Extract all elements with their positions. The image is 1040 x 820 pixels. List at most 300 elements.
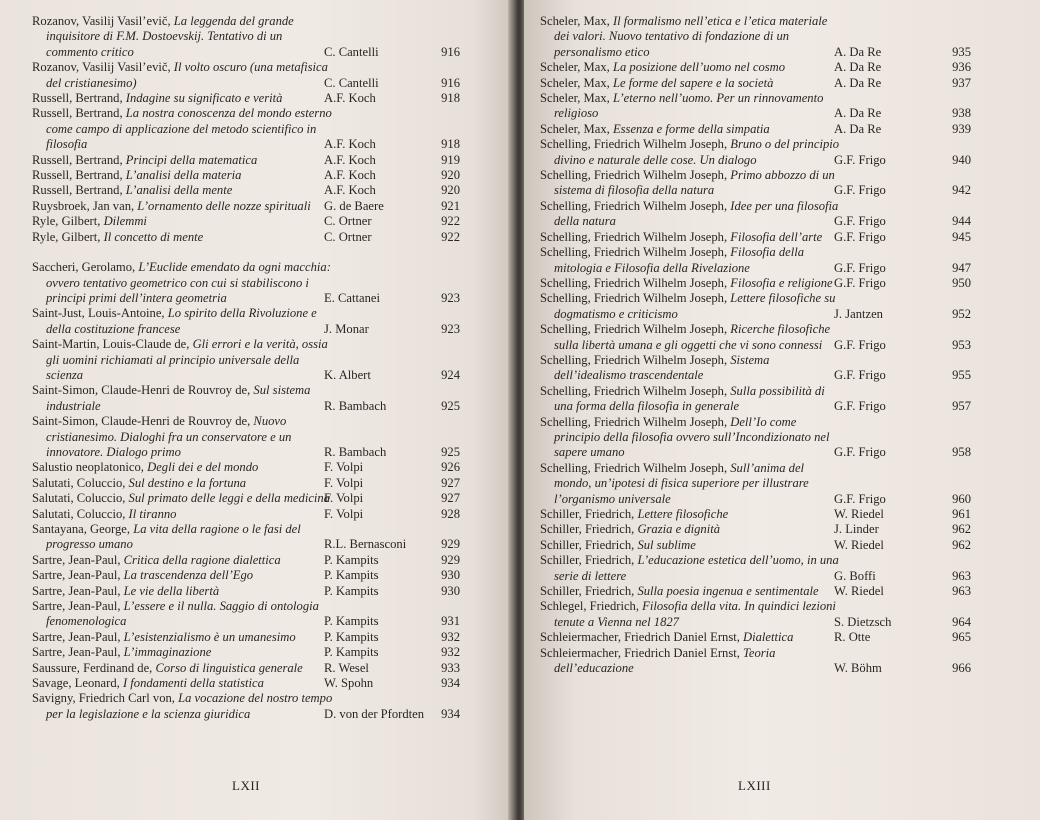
index-entry [32, 230, 460, 245]
entry-page-number: 957 [952, 399, 971, 414]
entry-editor: P. Kampits [324, 614, 379, 629]
entry-editor: A. Da Re [834, 75, 882, 90]
entry-text [32, 183, 336, 198]
index-entry [32, 691, 460, 722]
entry-author: Russell, Bertrand, [32, 106, 123, 121]
entry-editor: A. Da Re [834, 44, 882, 59]
entry-editor: G.F. Frigo [834, 491, 886, 506]
index-entry [540, 168, 1000, 199]
entry-text [32, 168, 336, 183]
entry-title: L’eterno nell’uomo. Per un rinnovamento religioso [554, 91, 824, 121]
entry-author: Rozanov, Vasilij Vasil’evič, [32, 60, 171, 75]
entry-text [540, 415, 844, 461]
index-entry [32, 630, 460, 645]
entry-page-number: 933 [441, 660, 460, 675]
index-entry [32, 168, 460, 183]
entry-editor: F. Volpi [324, 460, 364, 475]
index-entry [32, 14, 460, 60]
entry-editor: R. Bambach [324, 444, 387, 459]
entry-title: Grazia e dignità [637, 522, 720, 537]
index-entry [540, 322, 1000, 353]
index-entry [540, 646, 1000, 677]
index-entry [32, 306, 460, 337]
entry-page-number: 936 [952, 60, 971, 75]
entry-title: Lettere filosofiche su dogmatismo e criticismo [554, 291, 836, 321]
entry-title: La leggenda del grande inquisitore di F.M. Dostoevskij. Tentativo di un commento critico [46, 14, 294, 59]
entry-page-number: 965 [952, 630, 971, 645]
entry-editor: A.F. Koch [324, 137, 376, 152]
index-entry [540, 415, 1000, 461]
index-entry [540, 245, 1000, 276]
entry-text [32, 491, 336, 506]
entry-text [32, 153, 336, 168]
entry-title: Gli errori e la verità, ossia gli uomini richiamati al principio universale della scienza [46, 337, 328, 382]
entry-page-number: 928 [441, 506, 460, 521]
entry-author: Russell, Bertrand, [32, 183, 123, 198]
entry-editor: A.F. Koch [324, 152, 376, 167]
index-entry [32, 383, 460, 414]
entry-text [540, 630, 844, 645]
entry-author: Saint-Martin, Louis-Claude de, [32, 337, 190, 352]
index-entry [32, 183, 460, 198]
entry-page-number: 940 [952, 152, 971, 167]
index-entry [540, 91, 1000, 122]
index-entry [540, 230, 1000, 245]
entry-editor: G. Boffi [834, 568, 876, 583]
left-entries-list [32, 14, 460, 722]
index-entry [32, 676, 460, 691]
entry-editor: A. Da Re [834, 106, 882, 121]
entry-page-number: 930 [441, 583, 460, 598]
entry-page-number: 953 [952, 337, 971, 352]
entry-author: Salutati, Coluccio, [32, 475, 126, 490]
entry-author: Schiller, Friedrich, [540, 507, 635, 521]
entry-author: Schelling, Friedrich Wilhelm Joseph, [540, 414, 728, 429]
entry-author: Saussure, Ferdinand de, [32, 660, 153, 675]
entry-text [32, 584, 336, 599]
entry-text [540, 245, 844, 276]
entry-page-number: 937 [952, 75, 971, 90]
entry-text [540, 230, 844, 245]
entry-page-number: 947 [952, 260, 971, 275]
index-entry [540, 538, 1000, 553]
entry-title: Sistema dell’idealismo trascendentale [554, 352, 770, 383]
index-entry [32, 460, 460, 475]
entry-editor: P. Kampits [324, 583, 379, 598]
entry-editor: G.F. Frigo [834, 445, 886, 460]
entry-author: Scheler, Max, [540, 75, 610, 90]
entry-editor: G.F. Frigo [834, 275, 886, 290]
entry-author: Schelling, Friedrich Wilhelm Joseph, [540, 198, 728, 213]
entry-author: Ryle, Gilbert, [32, 229, 101, 244]
entry-page-number: 931 [441, 614, 460, 629]
entry-author: Schlegel, Friedrich, [540, 599, 639, 614]
entry-page-number: 962 [952, 522, 971, 537]
entry-title: Degli dei e del mondo [147, 460, 259, 475]
index-entry [32, 491, 460, 506]
index-entry [540, 599, 1000, 630]
entry-text [32, 14, 336, 60]
entry-text [32, 60, 336, 91]
entry-title: Le vie della libertà [123, 583, 220, 598]
entry-text [32, 691, 336, 722]
entry-title: Dilemmi [103, 214, 147, 229]
entry-author: Sartre, Jean-Paul, [32, 552, 121, 567]
right-entries-list [540, 14, 1000, 676]
entry-author: Sartre, Jean-Paul, [32, 568, 121, 583]
entry-text [32, 476, 336, 491]
entry-author: Saint-Simon, Claude-Henri de Rouvroy de, [32, 414, 251, 429]
entry-page-number: 927 [441, 475, 460, 490]
entry-author: Schelling, Friedrich Wilhelm Joseph, [540, 322, 728, 337]
entry-text [32, 414, 336, 460]
index-entry [32, 599, 460, 630]
entry-title: Il volto oscuro (una metafisica del cristianesimo) [46, 60, 328, 90]
entry-author: Sartre, Jean-Paul, [32, 583, 121, 598]
entry-title: Essenza e forme della simpatia [612, 121, 770, 136]
index-entry [32, 661, 460, 676]
entry-author: Schelling, Friedrich Wilhelm Joseph, [540, 137, 728, 152]
entry-title: Lettere filosofiche [637, 507, 729, 521]
entry-page-number: 927 [441, 491, 460, 506]
entry-title: Lo spirito della Rivoluzione e della costituzione francese [46, 306, 317, 336]
index-entry [540, 384, 1000, 415]
index-entry [32, 414, 460, 460]
entry-editor: G.F. Frigo [834, 260, 886, 275]
entry-text [32, 260, 336, 306]
entry-editor: G. de Baere [324, 198, 384, 213]
index-entry [32, 260, 460, 306]
entry-editor: W. Riedel [834, 537, 884, 552]
entry-page-number: 938 [952, 106, 971, 121]
entry-editor: A. Da Re [834, 121, 882, 136]
entry-page-number: 962 [952, 537, 971, 552]
entry-author: Sartre, Jean-Paul, [32, 645, 121, 660]
entry-title: Sul sublime [637, 537, 696, 552]
entry-page-number: 934 [441, 706, 460, 721]
entry-text [32, 599, 336, 630]
index-entry [540, 584, 1000, 599]
entry-author: Schleiermacher, Friedrich Daniel Ernst, [540, 645, 740, 660]
entry-author: Salutati, Coluccio, [32, 491, 126, 506]
entry-editor: J. Jantzen [834, 306, 883, 321]
entry-editor: J. Monar [324, 321, 369, 336]
entry-text [540, 384, 844, 415]
entry-title: Il formalismo nell’etica e l’etica materiale dei valori. Nuovo tentativo di fondazione di un personalismo etico [554, 14, 828, 59]
entry-page-number: 921 [441, 198, 460, 213]
entry-editor: G.F. Frigo [834, 183, 886, 198]
index-entry [32, 584, 460, 599]
entry-title: Critica della ragione dialettica [123, 552, 281, 567]
index-entry [540, 122, 1000, 137]
entry-title: Dialettica [743, 630, 794, 645]
entry-text [540, 538, 844, 553]
right-page [524, 0, 1040, 820]
entry-page-number: 922 [441, 214, 460, 229]
entry-author: Schiller, Friedrich, [540, 584, 635, 599]
entry-text [540, 76, 844, 91]
entry-author: Russell, Bertrand, [32, 168, 123, 183]
entry-page-number: 955 [952, 368, 971, 383]
entry-page-number: 942 [952, 183, 971, 198]
entry-author: Schelling, Friedrich Wilhelm Joseph, [540, 245, 728, 260]
entry-editor: R. Wesel [324, 660, 369, 675]
entry-author: Savigny, Friedrich Carl von, [32, 691, 175, 706]
entry-page-number: 929 [441, 537, 460, 552]
entry-title: Idee per una filosofia della natura [554, 198, 839, 229]
entry-editor: F. Volpi [324, 506, 364, 521]
entry-author: Schelling, Friedrich Wilhelm Joseph, [540, 460, 728, 475]
entry-text [540, 137, 844, 168]
entry-title: Corso di linguistica generale [155, 660, 303, 675]
entry-page-number: 920 [441, 183, 460, 198]
entry-title: Nuovo cristianesimo. Dialoghi fra un conservatore e un innovatore. Dialogo primo [46, 414, 292, 459]
entry-author: Scheler, Max, [540, 14, 610, 28]
index-entry [540, 553, 1000, 584]
left-page-number: LXII [232, 778, 260, 793]
entry-title: Il tiranno [128, 506, 177, 521]
entry-editor: R. Bambach [324, 398, 387, 413]
entry-author: Sartre, Jean-Paul, [32, 599, 121, 614]
entry-text [32, 106, 336, 152]
entry-page-number: 944 [952, 214, 971, 229]
entry-title: Teoria dell’educazione [554, 645, 776, 676]
entry-editor: A.F. Koch [324, 168, 376, 183]
entry-author: Russell, Bertrand, [32, 91, 123, 106]
entry-author: Schiller, Friedrich, [540, 537, 635, 552]
entry-editor: S. Dietzsch [834, 614, 892, 629]
entry-title: Ricerche filosofiche sulla libertà umana e gli oggetti che vi sono connessi [554, 322, 831, 352]
entry-title: Primo abbozzo di un sistema di filosofia della natura [554, 168, 835, 198]
entry-page-number: 952 [952, 306, 971, 321]
entry-page-number: 934 [441, 676, 460, 691]
entry-text [540, 14, 844, 60]
entry-author: Saccheri, Gerolamo, [32, 260, 136, 275]
index-entry [540, 291, 1000, 322]
entry-title: L’educazione estetica dell’uomo, in una serie di lettere [554, 553, 839, 583]
entry-title: Sulla poesia ingenua e sentimentale [637, 584, 819, 599]
entry-page-number: 961 [952, 507, 971, 521]
index-entry [32, 214, 460, 229]
entry-title: Dell’Io come principio della filosofia ovvero sull’Incondizionato nel sapere umano [554, 414, 830, 460]
entry-title: Sul sistema industriale [46, 383, 311, 413]
entry-text [540, 291, 844, 322]
entry-text [32, 507, 336, 522]
index-entry [32, 91, 460, 106]
entry-page-number: 916 [441, 44, 460, 59]
entry-text [540, 584, 844, 599]
entry-text [540, 276, 844, 291]
entry-page-number: 923 [441, 321, 460, 336]
entry-editor: C. Cantelli [324, 75, 379, 90]
index-entry [540, 522, 1000, 537]
entry-page-number: 964 [952, 614, 971, 629]
entry-author: Schelling, Friedrich Wilhelm Joseph, [540, 168, 728, 183]
entry-title: La trascendenza dell’Ego [123, 568, 254, 583]
entry-page-number: 930 [441, 568, 460, 583]
entry-editor: G.F. Frigo [834, 399, 886, 414]
entry-editor: A. Da Re [834, 60, 882, 75]
entry-editor: P. Kampits [324, 568, 379, 583]
entry-title: Il concetto di mente [103, 229, 204, 244]
entry-editor: P. Kampits [324, 552, 379, 567]
left-page [0, 0, 514, 820]
right-page-number: LXIII [738, 778, 771, 793]
entry-editor: G.F. Frigo [834, 368, 886, 383]
entry-author: Schelling, Friedrich Wilhelm Joseph, [540, 383, 728, 398]
index-entry [32, 553, 460, 568]
entry-text [32, 630, 336, 645]
entry-editor: F. Volpi [324, 475, 364, 490]
index-entry [540, 137, 1000, 168]
entry-editor: P. Kampits [324, 645, 379, 660]
entry-author: Scheler, Max, [540, 60, 610, 75]
entry-page-number: 918 [441, 137, 460, 152]
entry-title: Filosofia della vita. In quindici lezioni tenute a Vienna nel 1827 [554, 599, 836, 629]
index-entry [32, 568, 460, 583]
entry-page-number: 920 [441, 168, 460, 183]
entry-text [32, 337, 336, 383]
index-entry [32, 507, 460, 522]
entry-page-number: 935 [952, 44, 971, 59]
entry-page-number: 923 [441, 290, 460, 305]
entry-editor: W. Riedel [834, 584, 884, 599]
index-entry [540, 14, 1000, 60]
entry-author: Rozanov, Vasilij Vasil’evič, [32, 14, 171, 28]
entry-title: L’essere e il nulla. Saggio di ontologia fenomenologica [46, 599, 319, 629]
entry-page-number: 925 [441, 444, 460, 459]
index-entry [32, 60, 460, 91]
entry-page-number: 963 [952, 584, 971, 599]
entry-title: Sull’anima del mondo, un’ipotesi di fisica superiore per illustrare l’organismo universale [554, 460, 809, 506]
entry-text [540, 507, 844, 522]
entry-editor: W. Spohn [324, 676, 374, 691]
entry-editor: C. Ortner [324, 229, 372, 244]
entry-title: L’Euclide emendato da ogni macchia: ovvero tentativo geometrico con cui si stabiliscono i principi primi dell’intera geometria [46, 260, 331, 305]
entry-title: Filosofia e religione [730, 275, 833, 290]
entry-title: La posizione dell’uomo nel cosmo [612, 60, 786, 75]
entry-editor: P. Kampits [324, 629, 379, 644]
entry-editor: D. von der Pfordten [324, 706, 425, 721]
entry-text [32, 568, 336, 583]
index-entry [540, 199, 1000, 230]
index-entry [540, 276, 1000, 291]
entry-editor: K. Albert [324, 367, 371, 382]
entry-editor: W. Riedel [834, 507, 884, 521]
index-entry [540, 461, 1000, 507]
index-entry [540, 353, 1000, 384]
entry-title: Sulla possibilità di una forma della filosofia in generale [554, 383, 825, 414]
entry-editor: G.F. Frigo [834, 229, 886, 244]
entry-text [32, 214, 336, 229]
entry-editor: R. Otte [834, 630, 871, 645]
entry-title: La vita della ragione o le fasi del progresso umano [46, 522, 301, 552]
entry-page-number: 924 [441, 367, 460, 382]
index-entry [32, 153, 460, 168]
entry-text [540, 199, 844, 230]
entry-text [32, 230, 336, 245]
entry-author: Schelling, Friedrich Wilhelm Joseph, [540, 275, 728, 290]
index-entry [32, 645, 460, 660]
entry-text [540, 461, 844, 507]
entry-author: Santayana, George, [32, 522, 131, 536]
entry-page-number: 919 [441, 152, 460, 167]
index-entry [32, 106, 460, 152]
entry-title: L’analisi della mente [125, 183, 233, 198]
entry-text [32, 306, 336, 337]
entry-page-number: 958 [952, 445, 971, 460]
entry-text [32, 460, 336, 475]
entry-text [32, 199, 336, 214]
entry-text [32, 522, 336, 553]
entry-author: Saint-Simon, Claude-Henri de Rouvroy de, [32, 383, 251, 398]
index-entry [540, 76, 1000, 91]
entry-text [32, 645, 336, 660]
index-entry [32, 199, 460, 214]
entry-text [540, 91, 844, 122]
entry-page-number: 926 [441, 460, 460, 475]
entry-text [540, 168, 844, 199]
entry-author: Schelling, Friedrich Wilhelm Joseph, [540, 229, 728, 244]
entry-text [32, 553, 336, 568]
entry-page-number: 922 [441, 229, 460, 244]
index-entry [32, 522, 460, 553]
entry-page-number: 932 [441, 645, 460, 660]
entry-title: L’immaginazione [123, 645, 212, 660]
entry-page-number: 925 [441, 398, 460, 413]
entry-text [540, 646, 844, 677]
entry-editor: G.F. Frigo [834, 337, 886, 352]
entry-author: Russell, Bertrand, [32, 152, 123, 167]
entry-author: Scheler, Max, [540, 91, 610, 106]
entry-title: La nostra conoscenza del mondo esterno come campo di applicazione del metodo scientifico in filosofia [46, 106, 332, 152]
entry-author: Schleiermacher, Friedrich Daniel Ernst, [540, 630, 740, 645]
entry-editor: G.F. Frigo [834, 152, 886, 167]
entry-author: Salutati, Coluccio, [32, 506, 126, 521]
entry-page-number: 963 [952, 568, 971, 583]
entry-page-number: 932 [441, 629, 460, 644]
entry-title: L’ornamento delle nozze spirituali [137, 198, 311, 213]
entry-text [540, 60, 844, 75]
entry-editor: R.L. Bernasconi [324, 537, 407, 552]
entry-author: Ryle, Gilbert, [32, 214, 101, 229]
entry-editor: F. Volpi [324, 491, 364, 506]
index-entry [32, 476, 460, 491]
entry-text [540, 122, 844, 137]
entry-text [32, 661, 336, 676]
entry-author: Sartre, Jean-Paul, [32, 629, 121, 644]
entry-editor: J. Linder [834, 522, 879, 537]
index-entry [540, 630, 1000, 645]
entry-text [540, 553, 844, 584]
entry-text [540, 353, 844, 384]
entry-title: L’analisi della materia [125, 168, 242, 183]
entry-text [32, 91, 336, 106]
entry-page-number: 950 [952, 275, 971, 290]
index-entry [540, 507, 1000, 522]
entry-author: Ruysbroek, Jan van, [32, 198, 135, 213]
entry-text [540, 522, 844, 537]
entry-title: Indagine su significato e verità [125, 91, 283, 106]
entry-author: Savage, Leonard, [32, 676, 120, 691]
index-entry [32, 337, 460, 383]
entry-page-number: 918 [441, 91, 460, 106]
entry-page-number: 960 [952, 491, 971, 506]
entry-title: Sul primato delle leggi e della medicina [128, 491, 331, 506]
entry-author: Schiller, Friedrich, [540, 522, 635, 537]
entry-author: Schelling, Friedrich Wilhelm Joseph, [540, 352, 728, 367]
entry-author: Scheler, Max, [540, 121, 610, 136]
